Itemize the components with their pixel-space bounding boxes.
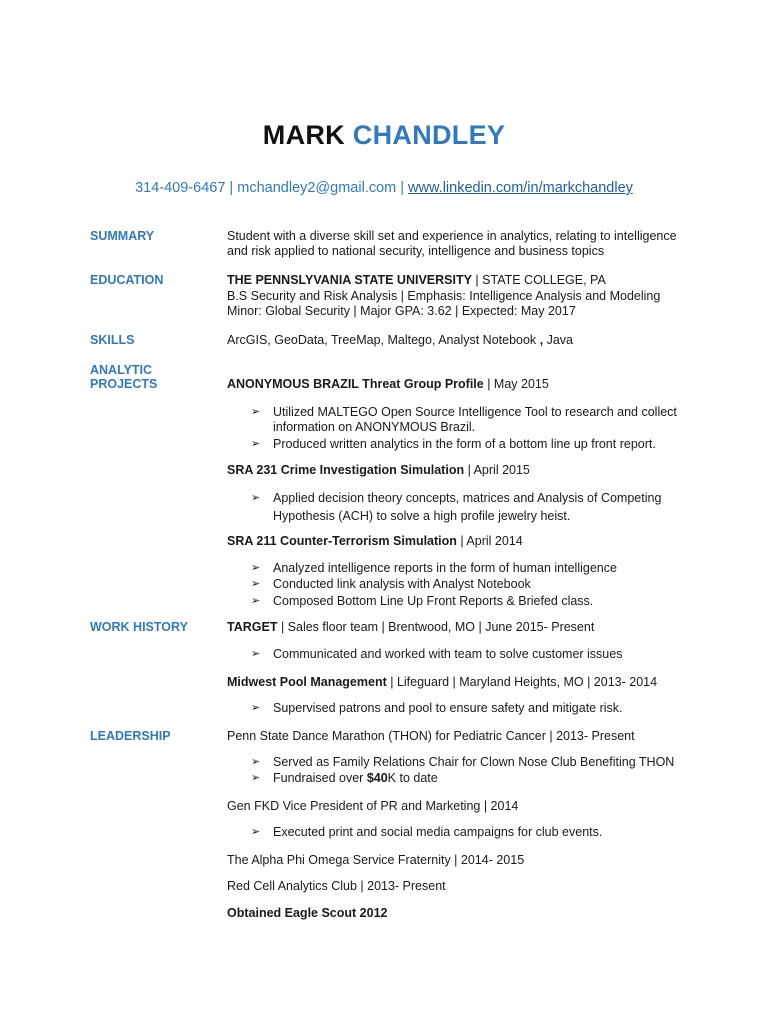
bullet-arrow-icon: ➢ — [251, 756, 261, 768]
list-item-text: Composed Bottom Line Up Front Reports & Briefed class. — [273, 594, 594, 608]
eagle-scout: Obtained Eagle Scout 2012 — [227, 906, 388, 920]
section-label-projects: PROJECTS — [90, 377, 158, 391]
project-name: ANONYMOUS BRAZIL Threat Group Profile — [227, 377, 484, 391]
bullet-arrow-icon: ➢ — [251, 492, 261, 504]
section-label-summary: SUMMARY — [90, 229, 155, 243]
project-title — [227, 377, 549, 392]
list-item-text: Utilized MALTEGO Open Source Intelligence Tool to research and collect — [273, 405, 677, 419]
bullet-arrow-icon: ➢ — [251, 562, 261, 574]
section-label-work-history: WORK HISTORY — [90, 620, 188, 634]
fundraise-amount: $40 — [366, 771, 388, 785]
fundraise-prefix: Fundraised over — [273, 771, 367, 785]
job-details: | Sales floor team | Brentwood, MO | June 2015- Present — [277, 620, 595, 634]
separator: | — [396, 180, 409, 196]
list-item-text — [273, 771, 438, 786]
bullet-arrow-icon: ➢ — [251, 772, 261, 784]
leadership-item — [227, 906, 387, 921]
bullet-arrow-icon: ➢ — [251, 702, 261, 714]
list-item-text: Analyzed intelligence reports in the form of human intelligence — [273, 561, 617, 575]
resume-name — [0, 120, 768, 151]
education-minor: Minor: Global Security | Major GPA: 3.62 | Expected: May 2017 — [227, 304, 576, 318]
contact-line — [0, 180, 768, 196]
linkedin-link[interactable]: www.linkedin.com/in/markchandley — [408, 180, 633, 196]
school-name: THE PENNSLYVANIA STATE UNIVERSITY — [227, 273, 472, 287]
bullet-arrow-icon: ➢ — [251, 595, 261, 607]
project-date: | May 2015 — [483, 377, 549, 391]
list-item-text: Applied decision theory concepts, matrices and Analysis of Competing — [273, 491, 662, 505]
project-name: SRA 211 Counter-Terrorism Simulation — [227, 534, 457, 548]
project-name: SRA 231 Crime Investigation Simulation — [227, 463, 465, 477]
bullet-arrow-icon: ➢ — [251, 438, 261, 450]
job-title-line — [227, 620, 594, 635]
summary-line-2: and risk applied to national security, intelligence and business topics — [227, 244, 605, 258]
fundraise-suffix: K to date — [387, 771, 438, 785]
leadership-item: The Alpha Phi Omega Service Fraternity | 2014- 2015 — [227, 853, 525, 867]
skills-java: Java — [546, 333, 574, 347]
separator: | — [225, 180, 238, 196]
list-item-text: Hypothesis (ACH) to solve a high profile jewelry heist. — [273, 509, 571, 523]
list-item-text: Communicated and worked with team to solve customer issues — [273, 647, 623, 661]
last-name: CHANDLEY — [352, 120, 506, 150]
employer-name: Midwest Pool Management — [227, 675, 387, 689]
section-label-leadership: LEADERSHIP — [90, 729, 171, 743]
employer-name: TARGET — [227, 620, 278, 634]
bullet-arrow-icon: ➢ — [251, 648, 261, 660]
list-item-text: Executed print and social media campaigns for club events. — [273, 825, 603, 839]
education-school — [227, 273, 606, 288]
list-item-text: Supervised patrons and pool to ensure safety and mitigate risk. — [273, 701, 623, 715]
skills-comma: , — [536, 333, 547, 347]
skills-text: ArcGIS, GeoData, TreeMap, Maltego, Analyst Notebook — [227, 333, 537, 347]
skills-list — [227, 333, 573, 348]
bullet-arrow-icon: ➢ — [251, 578, 261, 590]
project-title — [227, 534, 523, 549]
first-name: MARK — [262, 120, 345, 150]
list-item-text: Produced written analytics in the form of a bottom line up front report. — [273, 437, 656, 451]
bullet-arrow-icon: ➢ — [251, 826, 261, 838]
school-location: | STATE COLLEGE, PA — [471, 273, 606, 287]
email-address: mchandley2@gmail.com — [237, 180, 397, 196]
section-label-skills: SKILLS — [90, 333, 135, 347]
project-date: | April 2014 — [456, 534, 523, 548]
list-item-text: Conducted link analysis with Analyst Notebook — [273, 577, 531, 591]
job-title-line — [227, 675, 657, 690]
leadership-item: Gen FKD Vice President of PR and Marketing | 2014 — [227, 799, 519, 813]
list-item-text: information on ANONYMOUS Brazil. — [273, 420, 476, 434]
phone-number: 314-409-6467 — [135, 180, 226, 196]
job-details: | Lifeguard | Maryland Heights, MO | 2013- 2014 — [386, 675, 658, 689]
leadership-item: Penn State Dance Marathon (THON) for Pediatric Cancer | 2013- Present — [227, 729, 635, 743]
leadership-item: Red Cell Analytics Club | 2013- Present — [227, 879, 446, 893]
summary-line-1: Student with a diverse skill set and experience in analytics, relating to intelligence — [227, 229, 677, 243]
section-label-analytic: ANALYTIC — [90, 363, 153, 377]
list-item-text: Served as Family Relations Chair for Clown Nose Club Benefiting THON — [273, 755, 675, 769]
bullet-arrow-icon: ➢ — [251, 406, 261, 418]
project-title — [227, 463, 530, 478]
project-date: | April 2015 — [464, 463, 530, 477]
section-label-education: EDUCATION — [90, 273, 164, 287]
education-degree: B.S Security and Risk Analysis | Emphasis: Intelligence Analysis and Modeling — [227, 289, 661, 303]
